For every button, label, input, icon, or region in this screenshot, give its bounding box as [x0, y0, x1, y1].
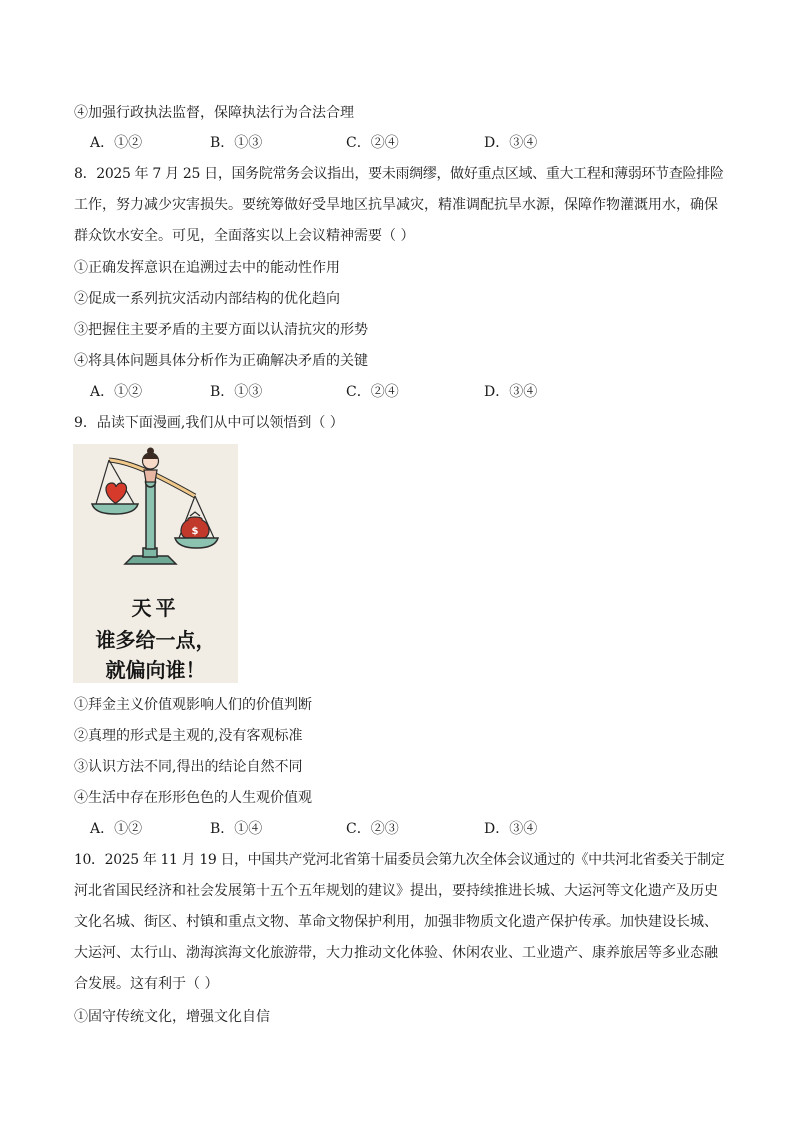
- comic-title: 天平: [131, 596, 180, 620]
- q7-choice-a: A．①②: [90, 135, 143, 151]
- q9-stem: 9．品读下面漫画,我们从中可以领悟到（ ）: [74, 415, 344, 431]
- left-pan: [92, 504, 138, 514]
- q8-option-4: ④将具体问题具体分析作为正确解决矛盾的关键: [74, 353, 368, 369]
- q8-stem-line: 8．2025 年 7 月 25 日，国务院常务会议指出，要未雨绸缪，做好重点区域、重大工程和薄弱环节查险排险: [74, 166, 724, 182]
- q7-choices: [90, 133, 610, 153]
- q9-option-4: ④生活中存在形形色色的人生观价值观: [74, 790, 312, 806]
- q9-choice-d: D．③④: [484, 821, 538, 837]
- q10-stem: [74, 845, 724, 1000]
- q8-stem-line: 群众饮水安全。可见，全面落实以上会议精神需要（ ）: [74, 228, 415, 244]
- q8-stem-line: 工作，努力减少灾害损失。要统筹做好受旱地区抗旱减灾，精准调配抗旱水源，保障作物灌溉用水，确保: [74, 197, 718, 213]
- q7-choice-c: C．②④: [346, 135, 399, 151]
- q8-choice-a: A．①②: [90, 384, 143, 400]
- q9-option-3: ③认识方法不同,得出的结论自然不同: [74, 759, 303, 775]
- q9-option-2: ②真理的形式是主观的,没有客观标准: [74, 728, 303, 744]
- q7-choice-d: D．③④: [484, 135, 538, 151]
- q10-option-1: ①固守传统文化，增强文化自信: [74, 1009, 270, 1025]
- q7-option-4: ④加强行政执法监督，保障执法行为合法合理: [74, 105, 354, 121]
- q7-choice-b: B．①③: [210, 135, 263, 151]
- q9-choice-b: B．①④: [210, 821, 263, 837]
- q8-option-2: ②促成一系列抗灾活动内部结构的优化趋向: [74, 291, 340, 307]
- q9-choices: [90, 819, 610, 839]
- q9-option-1: ①拜金主义价值观影响人们的价值判断: [74, 697, 312, 713]
- right-pan: [175, 538, 218, 548]
- q10-stem-line: 大运河、太行山、渤海滨海文化旅游带，大力推动文化体验、休闲农业、工业遗产、康养旅居等多业态融: [74, 945, 718, 961]
- q10-stem-line: 10．2025 年 11 月 19 日，中国共产党河北省第十届委员会第九次全体会议通过的《中共河北省委关于制定: [74, 852, 725, 868]
- heart-icon: [106, 483, 127, 503]
- figure-bun: [147, 448, 154, 455]
- q8-choice-c: C．②④: [346, 384, 399, 400]
- figure-body: [144, 470, 157, 482]
- q8-choice-b: B．①③: [210, 384, 263, 400]
- q8-choices: [90, 382, 610, 402]
- q9-choice-c: C．②③: [346, 821, 399, 837]
- q8-choice-d: D．③④: [484, 384, 538, 400]
- left-string: [96, 460, 109, 504]
- q9-choice-a: A．①②: [90, 821, 143, 837]
- money-bag-tie: [190, 512, 200, 516]
- comic-caption-2: 就偏向谁！: [105, 658, 206, 682]
- q10-stem-line: 河北省国民经济和社会发展第十五个五年规划的建议》提出，要持续推进长城、大运河等文化遗产及历史: [74, 883, 718, 899]
- q10-stem-line: 合发展。这有利于（ ）: [74, 976, 219, 992]
- scale-pillar: [146, 482, 155, 549]
- q10-stem-line: 文化名城、街区、村镇和重点文物、革命文物保护利用，加强非物质文化遗产保护传承。加快建设长城、: [74, 914, 718, 930]
- scale-comic: [73, 444, 238, 683]
- q8-option-3: ③把握住主要矛盾的主要方面以认清抗灾的形势: [74, 322, 368, 338]
- q8-option-1: ①正确发挥意识在追溯过去中的能动性作用: [74, 260, 340, 276]
- comic-caption-1: 谁多给一点，: [95, 628, 216, 652]
- money-bag-label: $: [191, 526, 199, 537]
- q8-stem: [74, 159, 724, 252]
